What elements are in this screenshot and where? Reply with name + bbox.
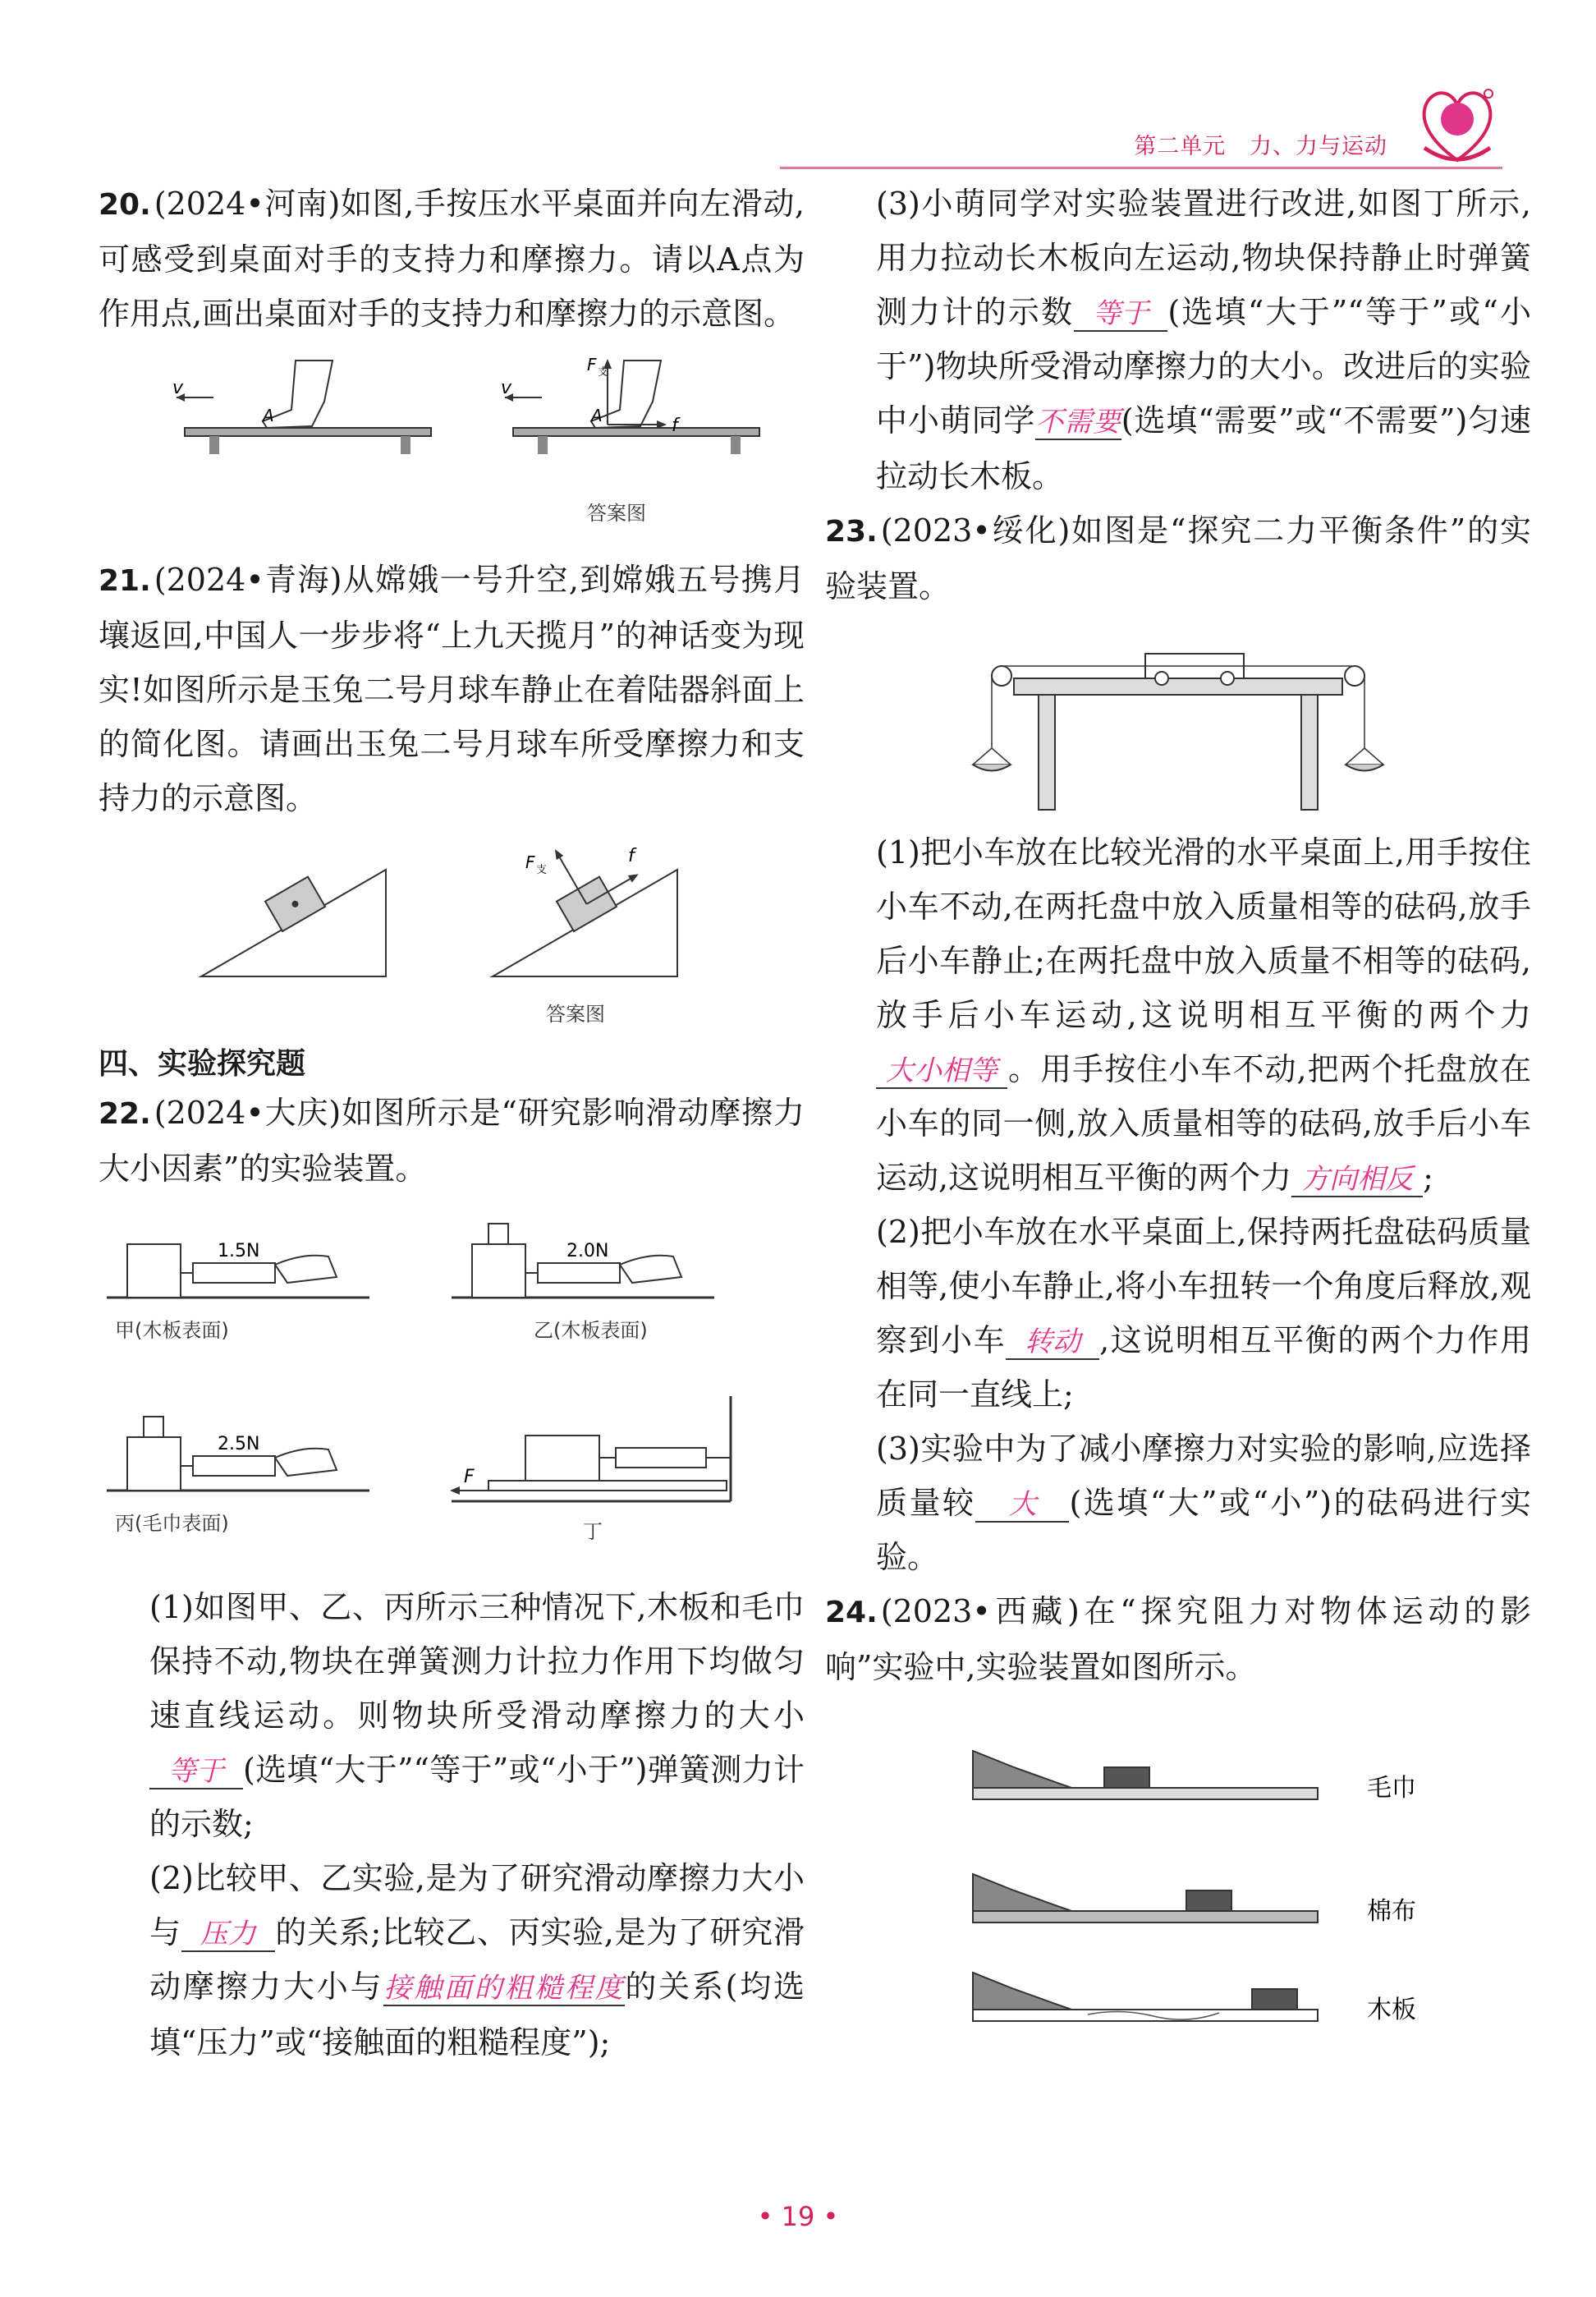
hand-on-table-left [177,361,431,454]
q23-part2: (2)把小车放在水平桌面上,保持两托盘砝码质量相等,使小车静止,将小车扭转一个角度后释放,观察到小车 转动 ,这说明相互平衡的两个力作用在同一直线上; [876,1214,1531,1413]
q21-diagram [99,837,805,1026]
question-text: (2023•西藏)在“探究阻力对物体运动的影响”实验中,实验装置如图所示。 [825,1593,1531,1685]
answer-blank-cont[interactable]: 糙程度 [534,1972,626,2005]
question-text: (2024•河南)如图,手按压水平桌面并向左滑动,可感受到桌面对手的支持力和摩擦力。请以A点为作用点,画出桌面对手的支持力和摩擦力的示意图。 [99,186,805,332]
q24-figure [825,1706,1531,2034]
caption-bing: 丙(毛巾表面) [115,1512,229,1535]
velocity-label: v [172,378,184,398]
question-text: (2024•大庆)如图所示是“研究影响滑动摩擦力大小因素”的实验装置。 [99,1095,805,1187]
q21-caption: 答案图 [546,1003,605,1026]
support-force-sub: 支 [536,864,548,876]
force-label: F [464,1467,475,1487]
support-force-label: F [525,852,535,872]
q20-figure [99,352,805,541]
q23-diagram [825,625,1531,814]
answer-blank[interactable]: 压力 [181,1918,275,1952]
answer-blank-cont[interactable]: 需要 [1064,406,1121,439]
question-text: (2024•青海)从嫦娥一号升空,到嫦娥五号携月壤返回,中国人一步步将“上九天揽月”的神话变为现实!如图所示是玉兔二号月球车静止在着陆器斜面上的简化图。请画出玉兔二号月球车所受摩擦力和支持力的示意图。 [99,562,805,816]
answer-blank[interactable]: 大小相等 [876,1054,1007,1089]
question-number: 23. [825,515,878,549]
answer-blank[interactable]: 不 [1035,406,1065,439]
question-text: (2023•绥化)如图是“探究二力平衡条件”的实验装置。 [825,512,1531,604]
point-a-label-answer: A [591,406,603,425]
ramp-towel [973,1751,1318,1799]
slope-answer [493,837,677,976]
reading-yi: 2.0N [566,1241,609,1261]
question-number: 24. [825,1596,878,1629]
q22-part3: (3)小萌同学对实验装置进行改进,如图丁所示,用力拉动长木板向左运动,物块保持静止时弹簧测力计的示数 等于 (选填“大于”“等于”或“小于”)物块所受滑动摩擦力的大小。改进后的实验中小萌同学不需要(选填“需要”或“不需要”)匀速拉动长木板。 [876,186,1532,494]
question-22 [99,1086,805,1196]
caption-ding: 丁 [583,1520,603,1543]
question-20 [99,177,805,341]
question-23 [825,503,1531,613]
right-column [825,177,1531,2046]
q21-figure [99,837,805,1026]
q22-figure [99,1207,805,1569]
q22-part2: (2)比较甲、乙实验,是为了研究滑动摩擦力大小与 压力 的关系;比较乙、丙实验,是为了研究滑动摩擦力大小与接触面的粗糙程度的关系(均选填“压力”或“接触面的粗糙程度”); [149,1860,805,2060]
left-column [99,177,805,2070]
surface-wood: 木板 [1367,1996,1416,2024]
question-number: 21. [99,564,151,598]
answer-blank[interactable]: 等于 [1074,297,1167,332]
question-21 [99,553,805,825]
page-number: • 19 • [757,2201,839,2232]
answer-blank[interactable]: 接触面的粗 [383,1972,535,2005]
point-a-label: A [263,406,274,425]
section-heading: 四、实验探究题 [99,1047,306,1081]
unit-label: 第二单元 [1134,134,1227,159]
slope-question [201,870,386,976]
answer-blank[interactable]: 转动 [1006,1325,1099,1360]
answer-blank[interactable]: 等于 [149,1755,243,1789]
q20-caption: 答案图 [587,502,646,525]
friction-label: f [628,846,635,866]
q23-figure [825,625,1531,814]
setup-ding [450,1396,731,1501]
surface-towel: 毛巾 [1367,1774,1416,1803]
q23-part3: (3)实验中为了减小摩擦力对实验的影响,应选择质量较 大 (选填“大”或“小”)的砝码进行实验。 [876,1431,1531,1575]
ramp-wood [973,1973,1318,2021]
q22-part1: (1)如图甲、乙、丙所示三种情况下,木板和毛巾保持不动,物块在弹簧测力计拉力作用下均做匀速直线运动。则物块所受滑动摩擦力的大小等于 (选填“大于”“等于”或“小于”)弹簧测力计的示数; [149,1589,805,1842]
caption-yi: 乙(木板表面) [534,1319,648,1342]
answer-blank[interactable]: 大 [975,1488,1069,1523]
hand-on-table-right [505,359,759,454]
ramp-cotton [973,1874,1318,1923]
answer-blank[interactable]: 方向相反 [1291,1163,1423,1197]
logo-icon [1412,82,1502,168]
velocity-label-answer: v [501,378,512,398]
friction-label: f [672,416,678,436]
page-header [780,82,1511,172]
support-force-sub: 支 [598,366,609,379]
header-rule [780,167,1502,169]
question-24 [825,1584,1531,1694]
support-force-label: F [587,355,597,374]
surface-cotton: 棉布 [1367,1897,1416,1926]
caption-jia: 甲(木板表面) [115,1319,229,1342]
unit-title: 力、力与运动 [1250,134,1387,159]
q24-diagram [825,1706,1531,2034]
reading-jia: 1.5N [218,1241,260,1261]
q20-diagram [99,352,805,541]
q23-part1: (1)把小车放在比较光滑的水平桌面上,用手按住小车不动,在两托盘中放入质量相等的砝码,放手后小车静止;在两托盘中放入质量不相等的砝码,放手后小车运动,这说明相互平衡的两个力大小相等 。用手按住小车不动,把两个托盘放在小车的同一侧,放入质量相等的砝码,放手后小车运动,这说明相互平衡的两个力 方向相反 ; [876,834,1531,1196]
question-number: 20. [99,188,151,222]
reading-bing: 2.5N [218,1434,260,1454]
header-text [1134,128,1387,160]
question-number: 22. [99,1097,151,1131]
